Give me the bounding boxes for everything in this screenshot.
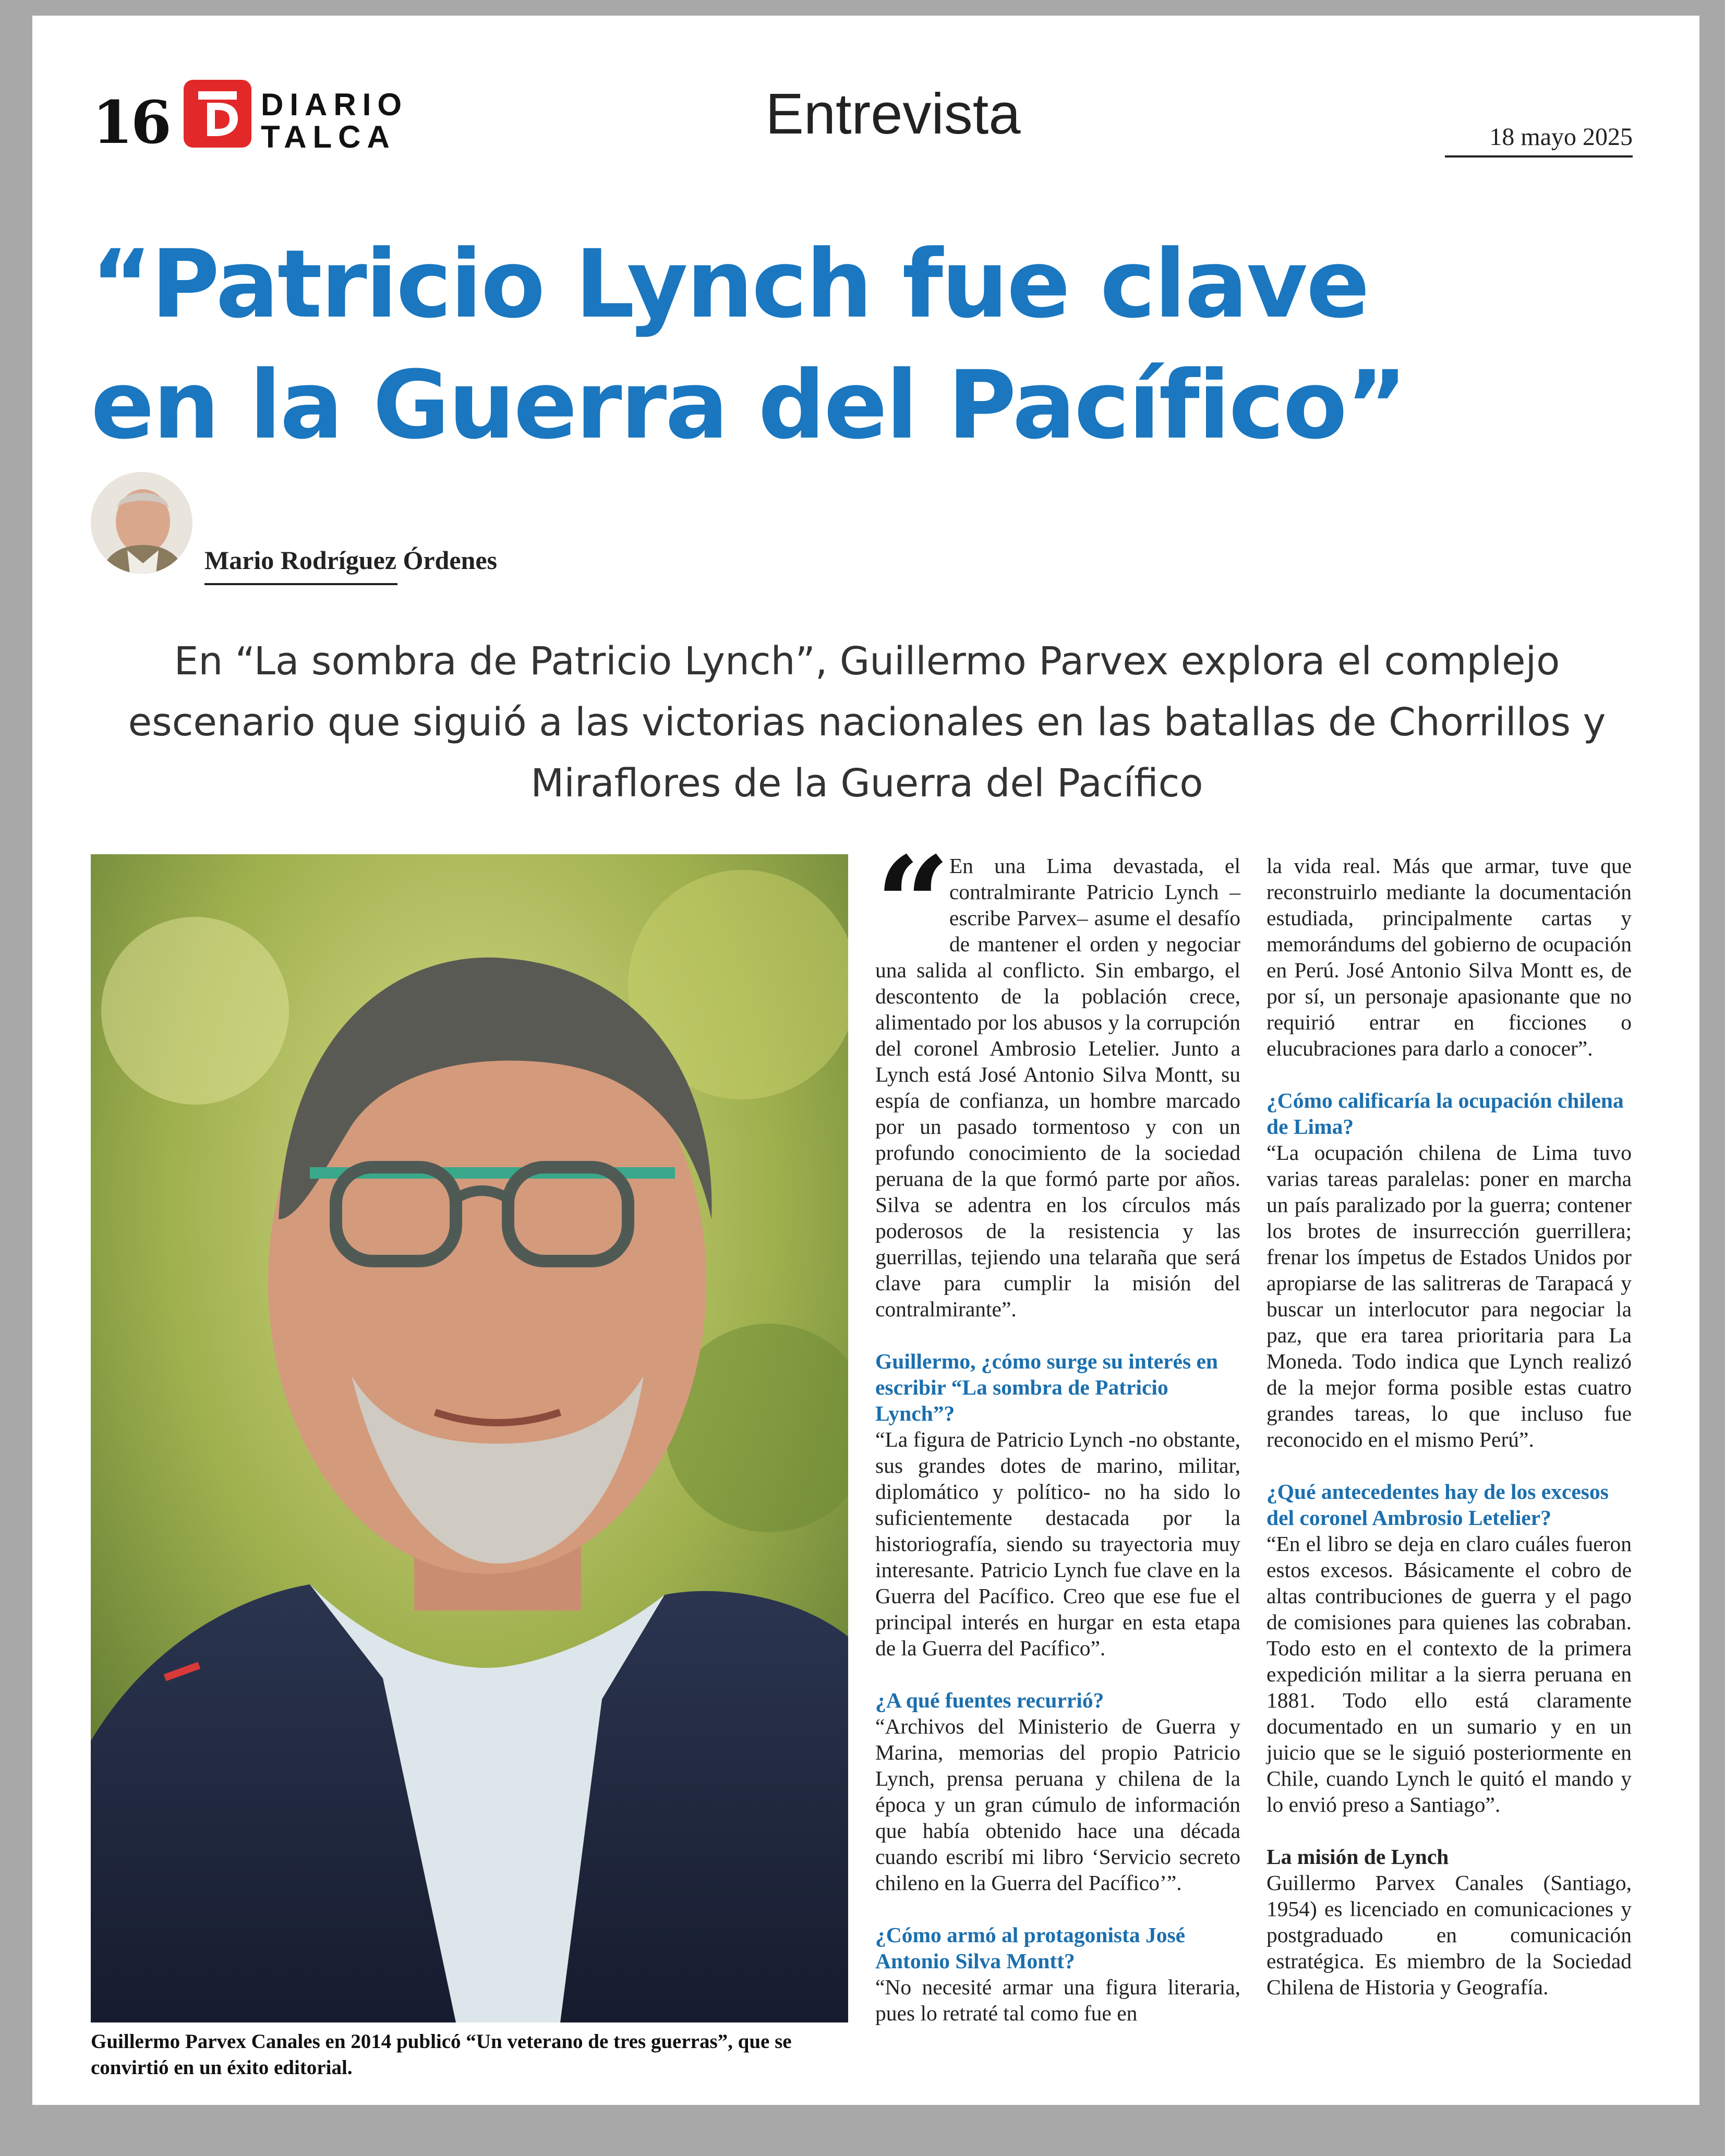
question-2: ¿A qué fuentes recurrió? <box>875 1688 1104 1712</box>
question-5: ¿Qué antecedentes hay de los excesos del coronel Ambrosio Letelier? <box>1266 1480 1609 1530</box>
logo-line-2: TALCA <box>261 119 396 154</box>
answer-3-continued: la vida real. Más que armar, tuve que reconstruirlo mediante la documentación estudiada, principalmente cartas y memorándums del gobierno de ocupación en Perú. José Antonio Silva Montt es, de por sí, un personaje apasionante que no requirió entrar en ficciones o elucubraciones para darlo a conocer”. <box>1266 854 1632 1060</box>
issue-date: 18 mayo 2025 <box>1489 123 1633 151</box>
drop-cap-quote: “ <box>875 828 940 981</box>
answer-2: “Archivos del Ministerio de Guerra y Marina, memorias del propio Patricio Lynch, prensa peruana y chilena de la época y un gran cúmulo de información que había obtenido hace una década cuando escribí mi libro ‘Servicio secreto chileno en la Guerra del Pacífico’”. <box>875 1714 1240 1895</box>
subheading-mision: La misión de Lynch <box>1266 1845 1449 1869</box>
answer-4: “La ocupación chilena de Lima tuvo varias tareas paralelas: poner en marcha un país paralizado por la guerra; contener los brotes de insurrección guerrillera; frenar los ímpetus de Estados Unidos por apropiarse de las salitreras de Tarapacá y buscar un interlocutor para negociar la paz, que era tarea prioritaria para La Moneda. Todo indica que Lynch realizó de la mejor forma posible estas cuatro grandes tareas, lo que incluso fue reconocido en el mismo Perú”. <box>1266 1141 1632 1451</box>
section-title: Entrevista <box>765 82 1021 146</box>
intro-text: En una Lima devastada, el contralmirante Patricio Lynch –escribe Parvex– asume el desafío de mantener el orden y negociar una salida al conflicto. Sin embargo, el descontento de la población crece, alimentado por los abusos y la corrupción del coronel Ambrosio Letelier. Junto a Lynch está José Antonio Silva Montt, su espía de confianza, un hombre marcado por un pasado tormentoso y con un profundo conocimiento de la sociedad peruana de la que formó parte por años. Silva se adentra en los círculos más poderosos de la resistencia y las guerrillas, tejiendo una telaraña que será clave para cumplir la misión del contralmirante”. <box>875 854 1240 1321</box>
logo-wordmark <box>261 89 408 153</box>
byline-underline <box>204 583 397 585</box>
headline-line-2: en la Guerra del Pacífico” <box>91 351 1406 460</box>
answer-1: “La figura de Patricio Lynch -no obstante, sus grandes dotes de marino, militar, diplomático y político- no ha sido lo suficientemente destacada por la historiografía, siendo su trayectoria muy interesante. Patricio Lynch fue clave en la Guerra del Pacífico. Creo que ese fue el principal interés en hurgar en esta etapa de la Guerra del Pacífico”. <box>875 1427 1240 1660</box>
article-column-1 <box>875 828 1240 2026</box>
question-4: ¿Cómo calificaría la ocupación chilena de Lima? <box>1266 1088 1624 1138</box>
question-1: Guillermo, ¿cómo surge su interés en escribir “La sombra de Patricio Lynch”? <box>875 1349 1218 1425</box>
headline-line-1: “Patricio Lynch fue clave <box>91 230 1369 339</box>
article-column-2 <box>1266 853 1632 2000</box>
author-avatar <box>91 472 192 574</box>
page-number: 16 <box>92 89 170 157</box>
newspaper-page <box>32 16 1699 2105</box>
date-underline <box>1445 155 1633 158</box>
diario-talca-logo <box>184 77 434 166</box>
author-byline: Mario Rodríguez Órdenes <box>204 546 498 575</box>
interviewee-portrait <box>91 854 848 2022</box>
answer-5: “En el libro se deja en claro cuáles fueron estos excesos. Básicamente el cobro de altas contribuciones de guerra y el pago de comisiones para quienes las cobraban. Todo esto en el contexto de la primera expedición militar a la sierra peruana en 1881. Todo ello está claramente documentado en un sumario y en un juicio que se le siguió posteriormente en Chile, cuando Lynch le quitó el mando y lo envió preso a Santiago”. <box>1266 1532 1632 1816</box>
logo-line-1: DIARIO <box>261 87 408 122</box>
diario-talca-logo-icon <box>184 80 251 148</box>
intro-paragraph <box>875 828 1240 1322</box>
answer-3-start: “No necesité armar una figura literaria, pues lo retraté tal como fue en <box>875 1975 1240 2025</box>
author-bio: Guillermo Parvex Canales (Santiago, 1954) es licenciado en comunicaciones y postgraduado en comunicación estratégica. Es miembro de la Sociedad Chilena de Historia y Geografía. <box>1266 1871 1632 1999</box>
question-3: ¿Cómo armó al protagonista José Antonio Silva Montt? <box>875 1923 1186 1973</box>
headline <box>91 224 1603 466</box>
photo-caption: Guillermo Parvex Canales en 2014 publicó “Un veterano de tres guerras”, que se convirtió en un éxito editorial. <box>91 2030 792 2079</box>
article-deck: En “La sombra de Patricio Lynch”, Guillermo Parvex explora el complejo escenario que siguió a las victorias nacionales en las batallas de Chorrillos y Miraflores de la Guerra del Pacífico <box>128 639 1606 806</box>
